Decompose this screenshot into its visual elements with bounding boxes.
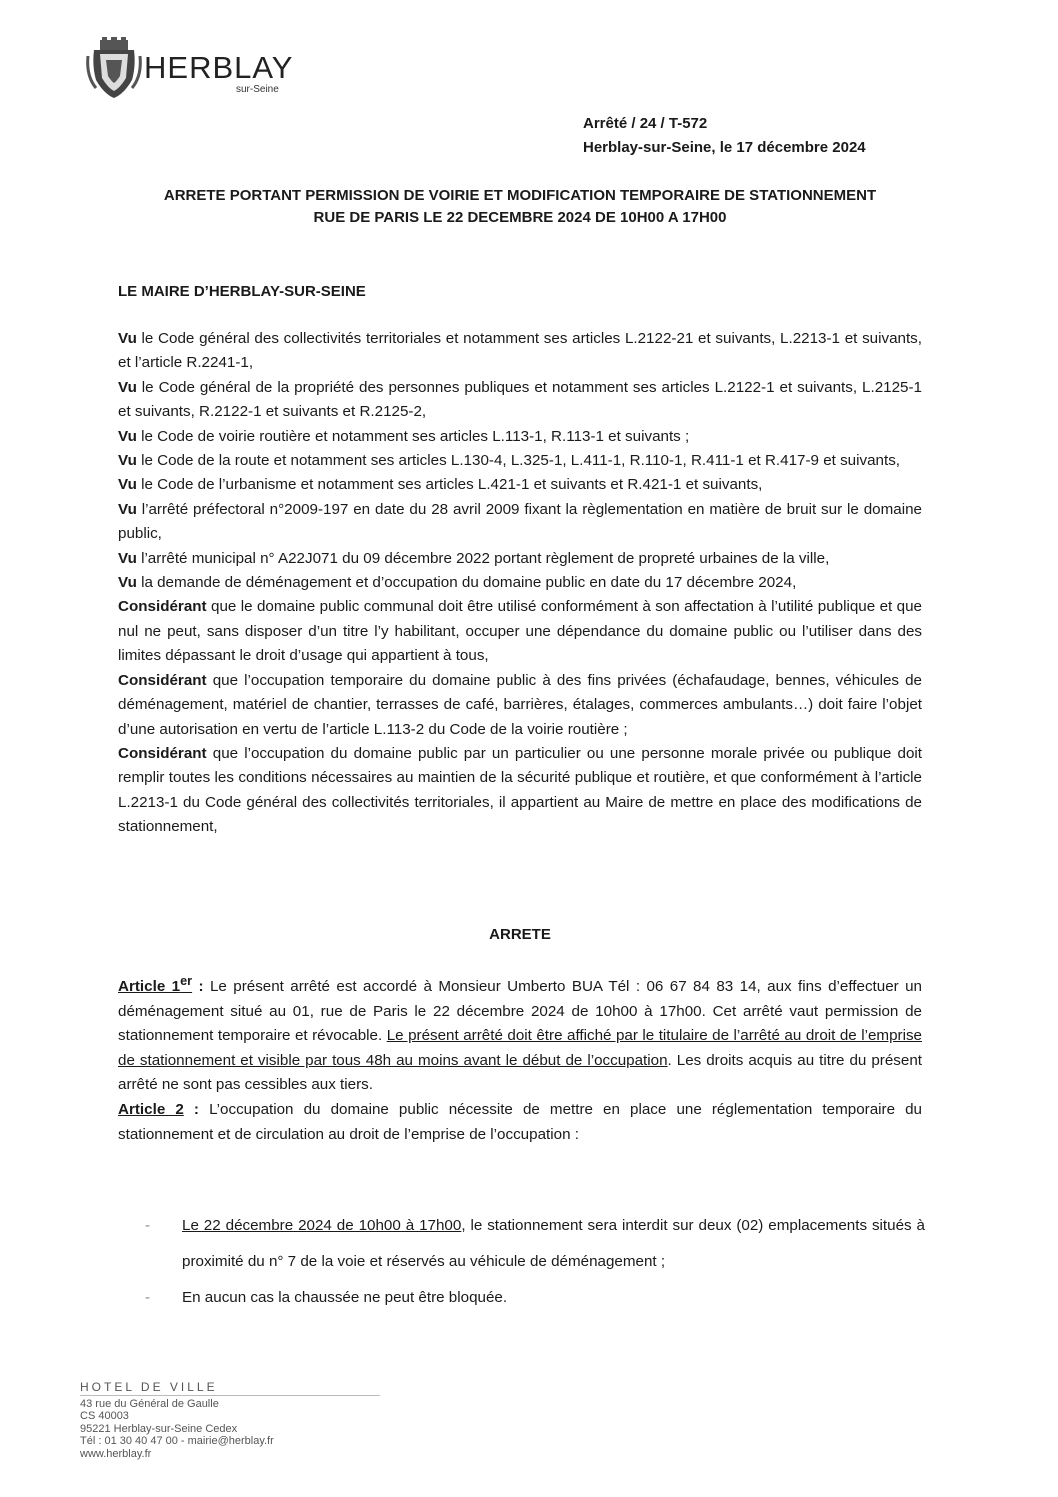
logo-subtitle: sur-Seine — [236, 84, 279, 95]
visa-paragraph: Vu l’arrêté préfectoral n°2009-197 en date du 28 avril 2009 fixant la règlementation en matière de bruit sur le domaine public, — [118, 500, 922, 543]
list-item: - Le 22 décembre 2024 de 10h00 à 17h00, le stationnement sera interdit sur deux (02) emplacements situés à proximité du n° 7 de la voie et réservés au véhicule de déménagement ; — [145, 1208, 925, 1280]
coat-of-arms-icon — [86, 36, 142, 100]
dash-bullet: - — [145, 1217, 151, 1234]
article-1: Article 1er : Le présent arrêté est accordé à Monsieur Umberto BUA Tél : 06 67 84 83 14, aux fins d’effectuer un déménagement situé au 01, rue de Paris le 22 décembre 2024 de 10h00 à 17h00. Cet arrêté vaut permission de stationnement temporaire et révocable. Le présent arrêté doit être affiché par le titulaire de l’arrêté au droit de l’emprise de stationnement et visible par tous 48h au moins avant le début de l’occupation. Les droits acquis au titre du présent arrêté ne sont pas cessibles aux tiers. — [118, 974, 923, 1094]
footer-line: 95221 Herblay-sur-Seine Cedex — [80, 1422, 238, 1435]
list-item: - En aucun cas la chaussée ne peut être bloquée. — [145, 1280, 925, 1316]
considerant-paragraph: Considérant que le domaine public communal doit être utilisé conformément à son affectation à l’utilité publique et que nul ne peut, sans disposer d’un titre l’y habilitant, occuper une dépendance du domaine public ou l’utiliser dans des limites dépassant le droit d’usage qui appartient à tous, — [118, 598, 922, 665]
arrete-heading: ARRETE — [489, 926, 551, 943]
title-line-1: ARRETE PORTANT PERMISSION DE VOIRIE ET MODIFICATION TEMPORAIRE DE STATIONNEMENT — [163, 187, 877, 204]
article-2-label: Article 2 — [118, 1101, 184, 1119]
article-1-label: Article 1er — [118, 974, 193, 996]
visa-paragraph: Vu la demande de déménagement et d’occupation du domaine public en date du 17 décembre 2024, — [118, 574, 797, 592]
footer-line: Tél : 01 30 40 47 00 - mairie@herblay.fr — [80, 1435, 274, 1447]
visa-paragraph: Vu le Code de voirie routière et notamment ses articles L.113-1, R.113-1 et suivants ; — [118, 427, 690, 445]
document-reference — [583, 112, 866, 160]
mayor-heading: LE MAIRE D’HERBLAY-SUR-SEINE — [118, 283, 366, 300]
footer-line: www.herblay.fr — [80, 1447, 152, 1460]
footer-divider — [80, 1395, 380, 1396]
footer-address — [80, 1381, 380, 1460]
footer-title: HOTEL DE VILLE — [80, 1380, 218, 1394]
place-date: Herblay-sur-Seine, le 17 décembre 2024 — [583, 139, 866, 156]
measures-list — [145, 1208, 925, 1316]
footer-line: 43 rue du Général de Gaulle — [80, 1397, 219, 1410]
logo-name: HERBLAY — [144, 50, 294, 85]
footer-line: CS 40003 — [80, 1410, 129, 1422]
document-title — [100, 185, 940, 229]
reference-number: Arrêté / 24 / T-572 — [583, 115, 708, 132]
article-2: Article 2 : L’occupation du domaine public nécessite de mettre en place une réglementation temporaire du stationnement et de circulation au droit de l’emprise de l’occupation : — [118, 1101, 923, 1143]
considerant-paragraph: Considérant que l’occupation temporaire du domaine public à des fins privées (échafaudage, bennes, véhicules de déménagement, matériel de chantier, terrasses de café, barrières, étalages, commerces ambulants…) doit faire l’objet d’une autorisation en vertu de l’article L.113-2 du Code de la voirie routière ; — [118, 671, 922, 738]
visa-paragraph: Vu l’arrêté municipal n° A22J071 du 09 décembre 2022 portant règlement de propreté urbaines de la ville, — [118, 549, 830, 567]
visa-paragraph: Vu le Code de l’urbanisme et notamment ses articles L.421-1 et suivants et R.421-1 et suivants, — [118, 476, 763, 494]
articles-section — [118, 969, 922, 1147]
visa-paragraph: Vu le Code général de la propriété des personnes publiques et notamment ses articles L.2122-1 et suivants, L.2125-1 et suivants, R.2122-1 et suivants et R.2125-2, — [118, 378, 922, 421]
visa-paragraph: Vu le Code de la route et notamment ses articles L.130-4, L.325-1, L.411-1, R.110-1, R.411-1 et R.417-9 et suivants, — [118, 452, 901, 470]
visas-section — [118, 327, 922, 840]
city-logo — [86, 36, 316, 106]
dash-bullet: - — [145, 1289, 151, 1306]
visa-paragraph: Vu le Code général des collectivités territoriales et notamment ses articles L.2122-21 et suivants, L.2213-1 et suivants, et l’article R.2241-1, — [118, 330, 922, 372]
considerant-paragraph: Considérant que l’occupation du domaine public par un particulier ou une personne morale privée ou publique doit remplir toutes les conditions nécessaires au maintien de la sécurité publique et routière, et que conformément à l’article L.2213-1 du Code général des collectivités territoriales, il appartient au Maire de mettre en place des modifications de stationnement, — [118, 744, 922, 836]
title-line-2: RUE DE PARIS LE 22 DECEMBRE 2024 DE 10H00 A 17H00 — [313, 209, 727, 226]
